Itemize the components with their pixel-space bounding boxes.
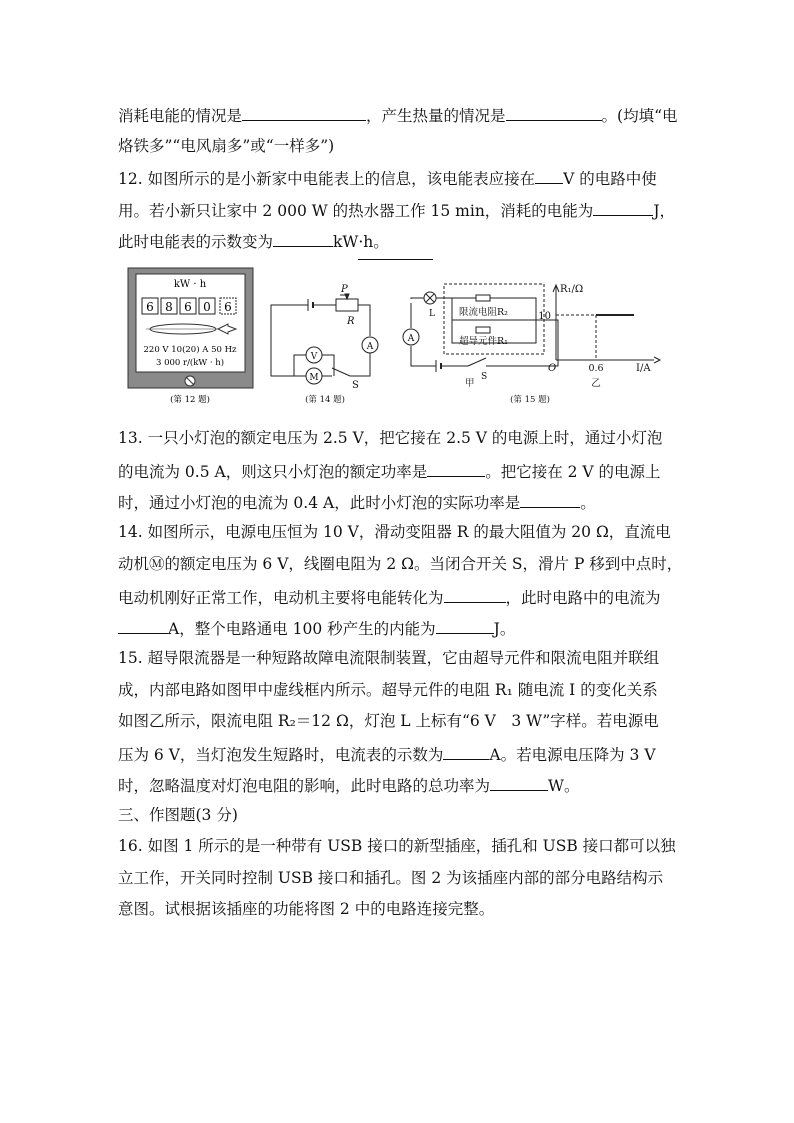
ammeter-icon: A [366, 342, 374, 352]
answer-blank [242, 104, 366, 121]
label-yi: 乙 [591, 378, 601, 389]
tick-label-y: 10 [538, 311, 551, 322]
label-R2: 限流电阻R₂ [459, 307, 508, 318]
label-R1: 超导元件R₁ [459, 336, 508, 347]
text-line: A，整个电路通电 100 秒产生的内能为 J。 [118, 617, 515, 639]
text-line: 消耗电能的情况是 ，产生热量的情况是 。(均填“电 [118, 104, 678, 126]
ammeter-icon: A [407, 334, 415, 344]
section-heading: 三、作图题(3 分) [118, 806, 238, 824]
answer-blank [593, 199, 653, 216]
answer-blank [443, 743, 489, 760]
motor-icon: M [309, 373, 319, 383]
label-S: S [481, 372, 488, 382]
graph-15-figure [538, 284, 660, 389]
question-15: 15. 超导限流器是一种短路故障电流限制装置，它由超导元件和限流电阻并联组 [118, 649, 660, 667]
answer-blank [436, 617, 494, 634]
axis-label-x: I/A [636, 363, 651, 374]
text-line: 烙铁多”“电风扇多”或“一样多”) [118, 137, 335, 155]
answer-blank [520, 491, 580, 508]
label-jia: 甲 [465, 378, 475, 389]
label-L: L [429, 309, 435, 319]
meter-unit: kW · h [173, 279, 207, 290]
question-13: 13. 一只小灯泡的额定电压为 2.5 V，把它接在 2.5 V 的电源上时，通过小灯泡 [118, 429, 663, 447]
figure-caption: (第 15 题) [510, 395, 550, 405]
meter-digit: 8 [165, 300, 173, 314]
answer-blank [490, 774, 548, 791]
meter-spec: 220 V 10(20) A 50 Hz [143, 345, 237, 355]
figure-caption: (第 12 题) [170, 395, 210, 405]
meter-knob-icon [185, 376, 195, 386]
text-line: 电动机刚好正常工作，电动机主要将电能转化为 ，此时电路中的电流为 [118, 586, 661, 608]
label-P: P [341, 284, 348, 295]
answer-blank [118, 617, 168, 634]
origin-label: O [548, 363, 557, 374]
text-line: 时，通过小灯泡的电流为 0.4 A，此时小灯泡的实际功率是 。 [118, 491, 596, 513]
text-line: 压为 6 V，当灯泡发生短路时，电流表的示数为 A。若电源电压降为 3 V [118, 743, 656, 765]
text-line: 此时电能表的示数变为 kW·h。 [118, 230, 389, 252]
circuit-15-figure [403, 284, 558, 405]
text-line: 动机Ⓜ的额定电压为 6 V，线圈电阻为 2 Ω。当闭合开关 S，滑片 P 移到中点时， [118, 555, 683, 573]
meter-digit: 6 [184, 300, 192, 314]
text-line: 时，忽略温度对灯泡电阻的影响，此时电路的总功率为 W。 [118, 774, 579, 796]
electric-meter-figure [128, 268, 253, 405]
voltmeter-icon: V [310, 352, 318, 362]
text-line: 意图。试根据该插座的功能将图 2 中的电路连接完整。 [118, 900, 495, 918]
tick-label-x: 0.6 [588, 363, 604, 374]
text-line: 成，内部电路如图甲中虚线框内所示。超导元件的电阻 R₁ 随电流 I 的变化关系 [118, 681, 658, 699]
axis-label-y: R₁/Ω [560, 284, 584, 295]
text-line: 的电流为 0.5 A，则这只小灯泡的额定功率是 。把它接在 2 V 的电源上 [118, 460, 661, 482]
circuit-14-figure [271, 284, 378, 405]
label-S: S [352, 380, 359, 391]
text-line: 立工作，开关同时控制 USB 接口和插孔。图 2 为该插座内部的部分电路结构示 [118, 869, 664, 887]
answer-blank [427, 460, 485, 477]
answer-blank [535, 167, 563, 184]
answer-blank [444, 586, 506, 603]
meter-digit: 6 [146, 300, 154, 314]
answer-blank [273, 230, 333, 247]
answer-blank [506, 104, 602, 121]
label-R: R [347, 316, 355, 327]
figures-row [118, 258, 678, 408]
text-line: 用。若小新只让家中 2 000 W 的热水器工作 15 min，消耗的电能为 J， [118, 199, 675, 221]
meter-constant: 3 000 r/(kW · h) [155, 358, 225, 368]
text-line: 如图乙所示，限流电阻 R₂＝12 Ω，灯泡 L 上标有“6 V 3 W”字样。若电源电 [118, 712, 659, 730]
meter-digit: 6 [224, 300, 232, 314]
meter-digit: 0 [203, 300, 211, 314]
question-12: 12. 如图所示的是小新家中电能表上的信息，该电能表应接在 V 的电路中使 [118, 167, 657, 189]
figure-caption: (第 14 题) [305, 395, 345, 405]
question-16: 16. 如图 1 所示的是一种带有 USB 接口的新型插座，插孔和 USB 接口都可以独 [118, 837, 676, 855]
meter-digits [142, 298, 236, 314]
question-14: 14. 如图所示，电源电压恒为 10 V，滑动变阻器 R 的最大阻值为 20 Ω，直流电 [118, 523, 671, 541]
